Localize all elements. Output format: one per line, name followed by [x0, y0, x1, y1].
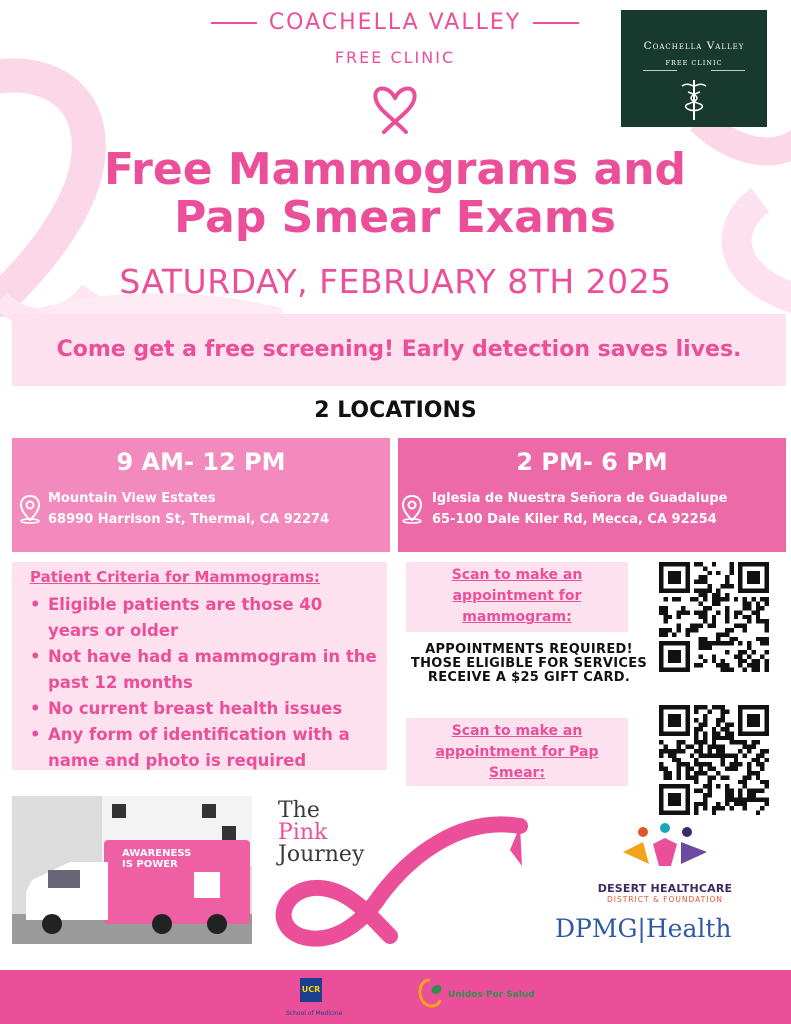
location-address: 68990 Harrison St, Thermal, CA 92274: [48, 512, 330, 527]
location-pin-icon: [400, 494, 424, 524]
locations-heading: 2 LOCATIONS: [314, 398, 477, 423]
page-title: Free Mammograms and Pap Smear Exams: [103, 144, 687, 243]
qr-code-pap-smear[interactable]: [659, 705, 769, 815]
criteria-title: Patient Criteria for Mammograms:: [30, 568, 320, 586]
dpmg-health-logo: DPMG|Health: [555, 914, 732, 943]
location-pin-icon: [18, 494, 42, 524]
ucr-logo: UCR: [300, 978, 322, 1002]
divider: [211, 22, 257, 24]
scan-pap-smear-link[interactable]: Scan to make an appointment for Pap Smear:: [406, 718, 628, 786]
list-item: • Eligible patients are those 40 years or older: [28, 592, 378, 644]
location-name: Mountain View Estates: [48, 491, 216, 506]
divider: [643, 70, 677, 71]
org-subtitle: FREE CLINIC: [334, 48, 456, 67]
list-item: • Any form of identification with a name and photo is required: [28, 722, 378, 774]
logo-title: Coachella Valley: [643, 40, 745, 52]
location-time: 2 PM- 6 PM: [516, 448, 668, 476]
list-item: • No current breast health issues: [28, 696, 378, 722]
clinic-logo: [621, 10, 767, 127]
ribbon-swoosh-icon: [270, 796, 530, 956]
location-card-mecca: [398, 438, 786, 552]
footer-bar: [0, 970, 791, 1024]
scan-mammogram-link[interactable]: Scan to make an appointment for mammogram:: [406, 562, 628, 632]
unidos-por-salud-label: Unidos Por Salud: [448, 990, 535, 1000]
location-name: Iglesia de Nuestra Señora de Guadalupe: [432, 491, 728, 506]
unidos-por-salud-icon: [414, 974, 446, 1014]
dhc-subtitle: DISTRICT & FOUNDATION: [606, 895, 723, 904]
logo-subtitle: FREE CLINIC: [665, 59, 723, 67]
criteria-list: [28, 592, 378, 774]
caduceus-icon: [678, 78, 710, 122]
screening-banner: Come get a free screening! Early detection saves lives.: [12, 314, 786, 386]
location-details: [432, 488, 728, 530]
people-logo-icon: [615, 822, 715, 874]
desert-healthcare-logo: [580, 822, 750, 904]
mobile-clinic-truck-image: [12, 796, 252, 944]
patient-criteria: [12, 562, 387, 770]
truck-text: AWARENESS IS POWER: [122, 848, 192, 870]
location-address: 65-100 Dale Kiler Rd, Mecca, CA 92254: [432, 512, 717, 527]
awareness-ribbon-icon: [370, 80, 420, 134]
pink-journey-logo: The Pink Journey: [270, 796, 530, 956]
event-date: SATURDAY, FEBRUARY 8TH 2025: [119, 262, 672, 301]
location-card-thermal: [12, 438, 390, 552]
org-name: COACHELLA VALLEY: [180, 10, 610, 35]
divider: [711, 70, 745, 71]
divider: [533, 22, 579, 24]
location-details: [48, 488, 329, 530]
appointment-notice: APPOINTMENTS REQUIRED! THOSE ELIGIBLE FOR SERVICES RECEIVE A $25 GIFT CARD.: [410, 642, 648, 685]
dhc-name: DESERT HEALTHCARE: [597, 882, 733, 895]
list-item: • Not have had a mammogram in the past 12 months: [28, 644, 378, 696]
ucr-subtitle: School of Medicine: [286, 1010, 343, 1017]
location-time: 9 AM- 12 PM: [116, 448, 286, 476]
qr-code-mammogram[interactable]: [659, 562, 769, 672]
